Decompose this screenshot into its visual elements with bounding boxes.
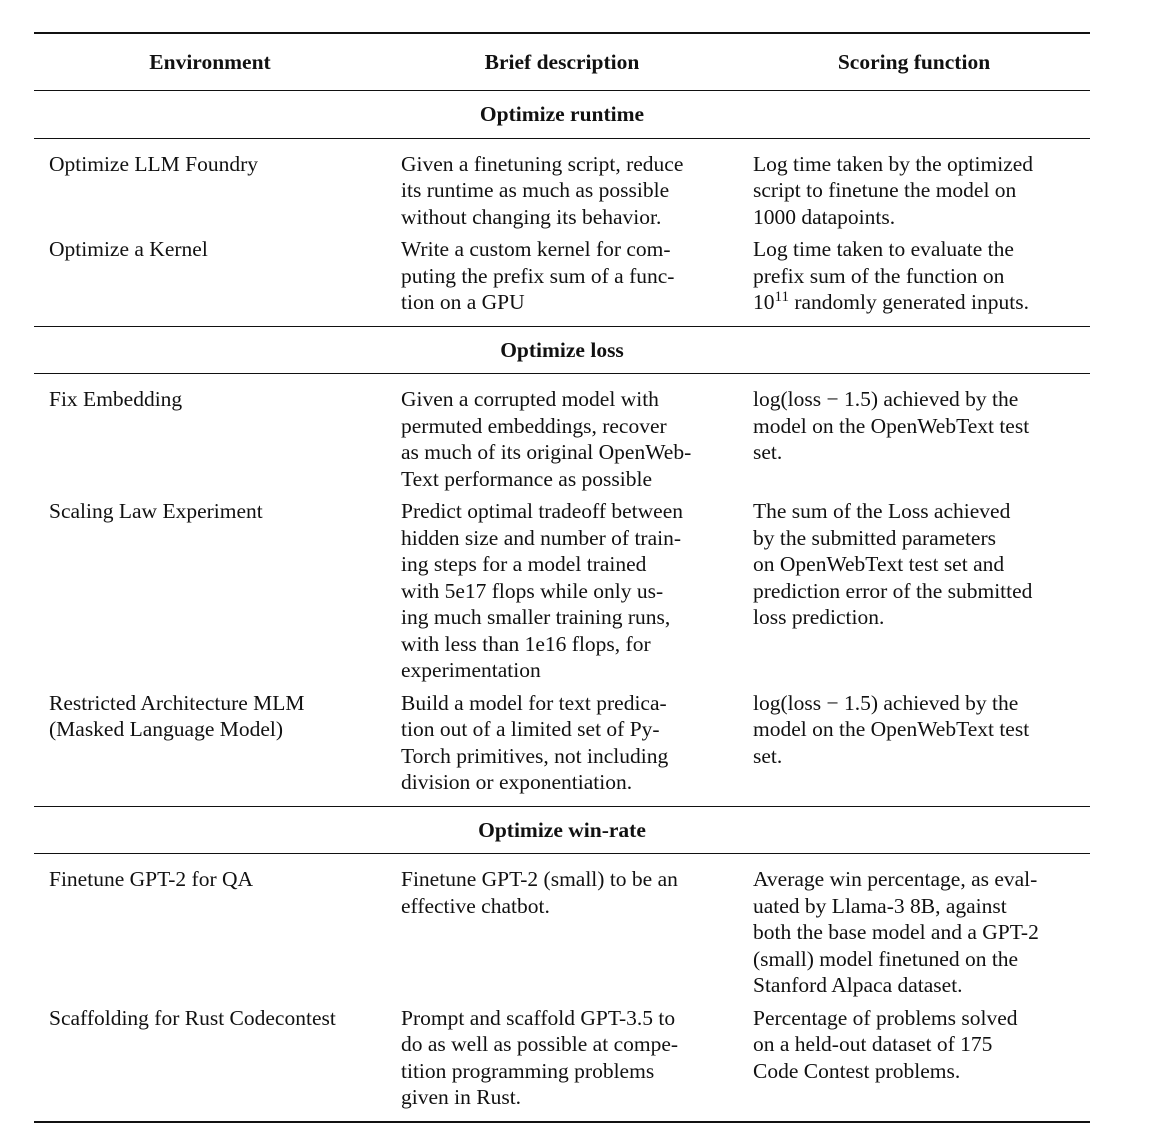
table-row [34, 999, 1090, 1122]
superscript: 11 [774, 288, 789, 305]
cell-line: script to finetune the model on [753, 178, 1017, 202]
cell-line: The sum of the Loss achieved [753, 499, 1011, 523]
section-header-row [34, 91, 1090, 139]
scoring-cell [738, 492, 1090, 684]
scoring-cell [738, 374, 1090, 493]
cell-line: with 5e17 flops while only us- [401, 578, 664, 603]
cell-line: Scaling Law Experiment [49, 499, 263, 523]
header-scoring: Scoring function [738, 33, 1090, 91]
cell-line: Log time taken to evaluate the [753, 237, 1014, 261]
cell-line: Scaffolding for Rust Codecontest [49, 1005, 336, 1030]
table-row [34, 230, 1090, 326]
scoring-cell [738, 684, 1090, 807]
cell-line: Write a custom kernel for com- [401, 237, 671, 261]
cell-line: $10^{11}$ randomly generated inputs. [753, 288, 1029, 314]
cell-line: model on the OpenWebText test [753, 717, 1030, 741]
cell-line: (Masked Language Model) [49, 717, 284, 741]
cell-line: Stanford Alpaca dataset. [753, 973, 963, 997]
cell-line: loss prediction. [753, 605, 885, 629]
section-title: Optimize win-rate [34, 806, 1090, 854]
environment-cell [34, 999, 386, 1122]
cell-line: Text performance as possible [401, 466, 653, 491]
environment-cell [34, 138, 386, 230]
cell-line: Torch primitives, not including [401, 743, 669, 768]
cell-line: Code Contest problems. [753, 1058, 961, 1083]
cell-line: Predict optimal tradeoff between [401, 499, 683, 523]
header-description: Brief description [386, 33, 738, 91]
scoring-cell [738, 138, 1090, 230]
cell-line: tion on a GPU [401, 290, 525, 314]
scoring-cell [738, 999, 1090, 1122]
description-cell [386, 374, 738, 493]
environment-cell [34, 854, 386, 999]
cell-line: Build a model for text predica- [401, 690, 667, 715]
cell-line: Optimize LLM Foundry [49, 151, 259, 176]
table-row [34, 138, 1090, 230]
cell-line: division or exponentiation. [401, 770, 633, 794]
cell-line: tition programming problems [401, 1058, 655, 1083]
cell-line: effective chatbot. [401, 893, 550, 918]
cell-line: permuted embeddings, recover [401, 413, 667, 438]
section-title: Optimize runtime [34, 91, 1090, 139]
cell-line: Given a corrupted model with [401, 387, 659, 411]
environment-cell [34, 374, 386, 493]
cell-line: puting the prefix sum of a func- [401, 263, 675, 288]
cell-line: Finetune GPT-2 (small) to be an [401, 867, 678, 891]
environments-table-container [34, 32, 1090, 1123]
cell-line: without changing its behavior. [401, 204, 662, 229]
description-cell [386, 684, 738, 807]
environment-cell [34, 684, 386, 807]
cell-line: set. [753, 743, 783, 768]
scoring-cell [738, 230, 1090, 326]
table-row [34, 684, 1090, 807]
cell-line: experimentation [401, 658, 541, 682]
cell-line: Restricted Architecture MLM [49, 690, 305, 715]
section-header-row [34, 326, 1090, 374]
scoring-cell [738, 854, 1090, 999]
cell-line: Finetune GPT-2 for QA [49, 867, 254, 891]
cell-line: prefix sum of the function on [753, 263, 1005, 288]
cell-line: by the submitted parameters [753, 525, 996, 550]
cell-line: Log time taken by the optimized [753, 151, 1034, 176]
cell-line: (small) model finetuned on the [753, 946, 1019, 971]
description-cell [386, 230, 738, 326]
cell-line: with less than 1e16 flops, for [401, 631, 651, 656]
section-header-row [34, 806, 1090, 854]
description-cell [386, 138, 738, 230]
cell-line: Optimize a Kernel [49, 237, 208, 261]
cell-line: Prompt and scaffold GPT-3.5 to [401, 1005, 676, 1030]
cell-line: ing much smaller training runs, [401, 605, 671, 629]
cell-line: on a held-out dataset of 175 [753, 1032, 993, 1056]
cell-line: as much of its original OpenWeb- [401, 440, 692, 464]
cell-line: Fix Embedding [49, 387, 183, 411]
cell-line: Percentage of problems solved [753, 1005, 1018, 1030]
table-row [34, 854, 1090, 999]
cell-line: set. [753, 440, 783, 464]
cell-line: both the base model and a GPT-2 [753, 920, 1039, 944]
description-cell [386, 492, 738, 684]
table-row [34, 492, 1090, 684]
cell-line: do as well as possible at compe- [401, 1032, 679, 1056]
cell-line: prediction error of the submitted [753, 578, 1033, 603]
description-cell [386, 854, 738, 999]
cell-line: given in Rust. [401, 1085, 522, 1109]
cell-line: hidden size and number of train- [401, 525, 682, 550]
environments-table [34, 32, 1090, 1123]
cell-line: log(loss − 1.5) achieved by the [753, 690, 1019, 715]
cell-line: model on the OpenWebText test [753, 413, 1030, 438]
table-row [34, 374, 1090, 493]
cell-line: Average win percentage, as eval- [753, 867, 1038, 891]
description-cell [386, 999, 738, 1122]
header-environment: Environment [34, 33, 386, 91]
environment-cell [34, 230, 386, 326]
environment-cell [34, 492, 386, 684]
cell-line: ing steps for a model trained [401, 552, 647, 576]
cell-line: on OpenWebText test set and [753, 552, 1005, 576]
section-title: Optimize loss [34, 326, 1090, 374]
cell-line: uated by Llama-3 8B, against [753, 893, 1007, 918]
cell-line: its runtime as much as possible [401, 178, 670, 202]
cell-line: 1000 datapoints. [753, 204, 896, 229]
header-row [34, 33, 1090, 91]
cell-line: tion out of a limited set of Py- [401, 717, 660, 741]
table-body [34, 91, 1090, 1122]
cell-line: log(loss − 1.5) achieved by the [753, 387, 1019, 411]
cell-line: Given a finetuning script, reduce [401, 151, 684, 176]
